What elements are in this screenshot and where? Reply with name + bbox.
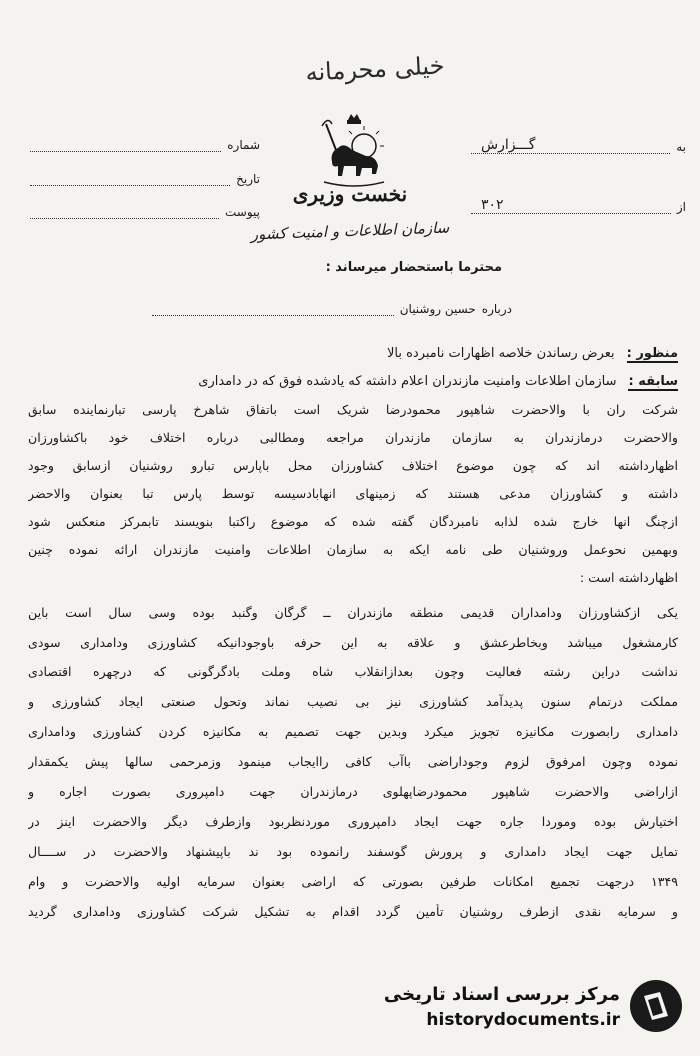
attachment-dotted-line xyxy=(30,206,219,219)
body-line: داشته و کشاورزان مدعی هستند که زمینهای انهابادسیسه توسط پارس تبا بعنوان والاحضر xyxy=(28,486,678,501)
to-label: به xyxy=(676,140,686,154)
body-line: نداشت دراین رشته فعالیت وچون بعدازانقلاب شاه وملت بادگرگونی که درچهره اقتصادی xyxy=(28,664,678,679)
body-line: نموده وچون امرفوق لزوم وجوداراضی باآب کافی راایجاب مینمود وزمرحمی سالها پیش یکمقدار xyxy=(28,754,678,769)
body-line: مملکت درتمام سنون پدیدآمد کشاورزی نیز بی نصیب نماند وتحول صنعتی ایجاد کشاورزی و xyxy=(28,694,678,709)
lion-and-sun-emblem-icon xyxy=(318,112,390,190)
body-line: اختیارش بوده وموردا جاره جهت ایجاد دامپروری موردنظربود وازطرف دیگر والاحضرت اینز در xyxy=(28,814,678,829)
body-line: ازاراضی والاحضرت شاهپور محمودرضاپهلوی درمازندران جهت دامپروری بصورت اجاره و xyxy=(28,784,678,799)
salutation: محترما باستحضار میرساند : xyxy=(325,260,502,275)
background-key: سابقه : xyxy=(628,374,678,389)
from-dotted-line xyxy=(471,197,671,214)
archive-logo-icon xyxy=(630,980,682,1032)
body-line: ازچنگ انها خارج شده لذابه نامبردگان گفته شده که موضوع راکتبا بنویسند تابمرکز منعکس شود xyxy=(28,514,678,529)
number-dotted-line xyxy=(30,139,221,152)
body-line: اظهارداشته است : xyxy=(579,570,678,585)
purpose-key: منظور : xyxy=(626,346,678,361)
subject-label: درباره xyxy=(481,302,512,316)
body-line: کارمشغول میباشد وبخاطرعشق و علاقه به این حرفه باوجودانیکه کشاورزی ودامداری سودی xyxy=(28,635,678,650)
number-field xyxy=(30,138,260,152)
body-line: دامداری رابصورت مکانیزه تجویز میکرد وبدین جهت تصمیم به مکانیزه کردن کشاورزی ودامداری xyxy=(28,724,678,739)
body-line: شرکت ران با والاحضرت شاهپور محمودرضا شریک است باتفاق شاهرخ پارسی تبارنماینده سابق xyxy=(28,402,678,417)
to-dotted-line xyxy=(471,137,670,154)
body-line: والاحضرت درمازندران به سازمان مازندران مراجعه ومطالبی درباره اختلاف خود باکشاورزان xyxy=(28,430,678,445)
body-line: و سرمایه نقدی ازطرف روشنیان تأمین گردد اقدام به تشکیل شرکت کشاورزی ودامداری گردید xyxy=(28,904,678,919)
body-line: یکی ازکشاورزان ودامداران قدیمی منطقه مازندران ــ گرگان وگنبد بوده وسی سال است باین xyxy=(28,605,678,620)
watermark-url: historydocuments.ir xyxy=(426,1010,620,1030)
attachment-field xyxy=(30,205,260,219)
organization-name: سازمان اطلاعات و امنیت کشور xyxy=(250,218,450,244)
watermark-logo xyxy=(382,978,682,1038)
classification-stamp: خیلی محرمانه xyxy=(304,51,446,87)
from-label: از xyxy=(676,200,686,214)
subject-value: حسین روشنیان xyxy=(399,302,476,316)
body-line: اظهارداشته اند که چون موضوع اختلاف کشاورزان محل باپارس تبارو روشنیان ازسابق وجود xyxy=(28,458,678,473)
from-field xyxy=(471,197,686,214)
from-value: ۳۰۲ xyxy=(481,197,504,213)
purpose-row xyxy=(387,346,678,363)
watermark-name: مرکز بررسی اسناد تاریخی xyxy=(383,984,620,1005)
background-row xyxy=(198,374,678,391)
attachment-label: پیوست xyxy=(225,205,260,219)
purpose-text: بعرض رساندن خلاصه اظهارات نامبرده بالا xyxy=(386,346,615,361)
subject-field xyxy=(152,302,512,316)
body-line: ۱۳۴۹ درجهت تجمیع امکانات طرفین بصورتی که اراضی بعنوان سرمایه اولیه والاحضرت و وام xyxy=(28,874,678,889)
body-line: تمایل جهت ایجاد دامداری و پرورش گوسفند رانموده بود ند باپیشنهاد والاحضرت در ســــال xyxy=(28,844,678,859)
to-field xyxy=(471,137,686,154)
date-dotted-line xyxy=(30,173,230,186)
date-field xyxy=(30,172,260,186)
ministry-name: نخست وزیری xyxy=(292,182,408,206)
number-label: شماره xyxy=(227,138,260,152)
to-value: گـــزارش xyxy=(481,137,536,153)
subject-dotted-line xyxy=(152,303,394,316)
background-text: سازمان اطلاعات وامنیت مازندران اعلام داشته که یادشده فوق که در دامداری xyxy=(198,374,617,389)
body-line: وبهمین نحوعمل وروشنیان طی نامه ایکه به سازمان اطلاعات وامنیت مازندران ارائه نموده چنین xyxy=(28,542,678,557)
date-label: تاریخ xyxy=(236,172,260,186)
